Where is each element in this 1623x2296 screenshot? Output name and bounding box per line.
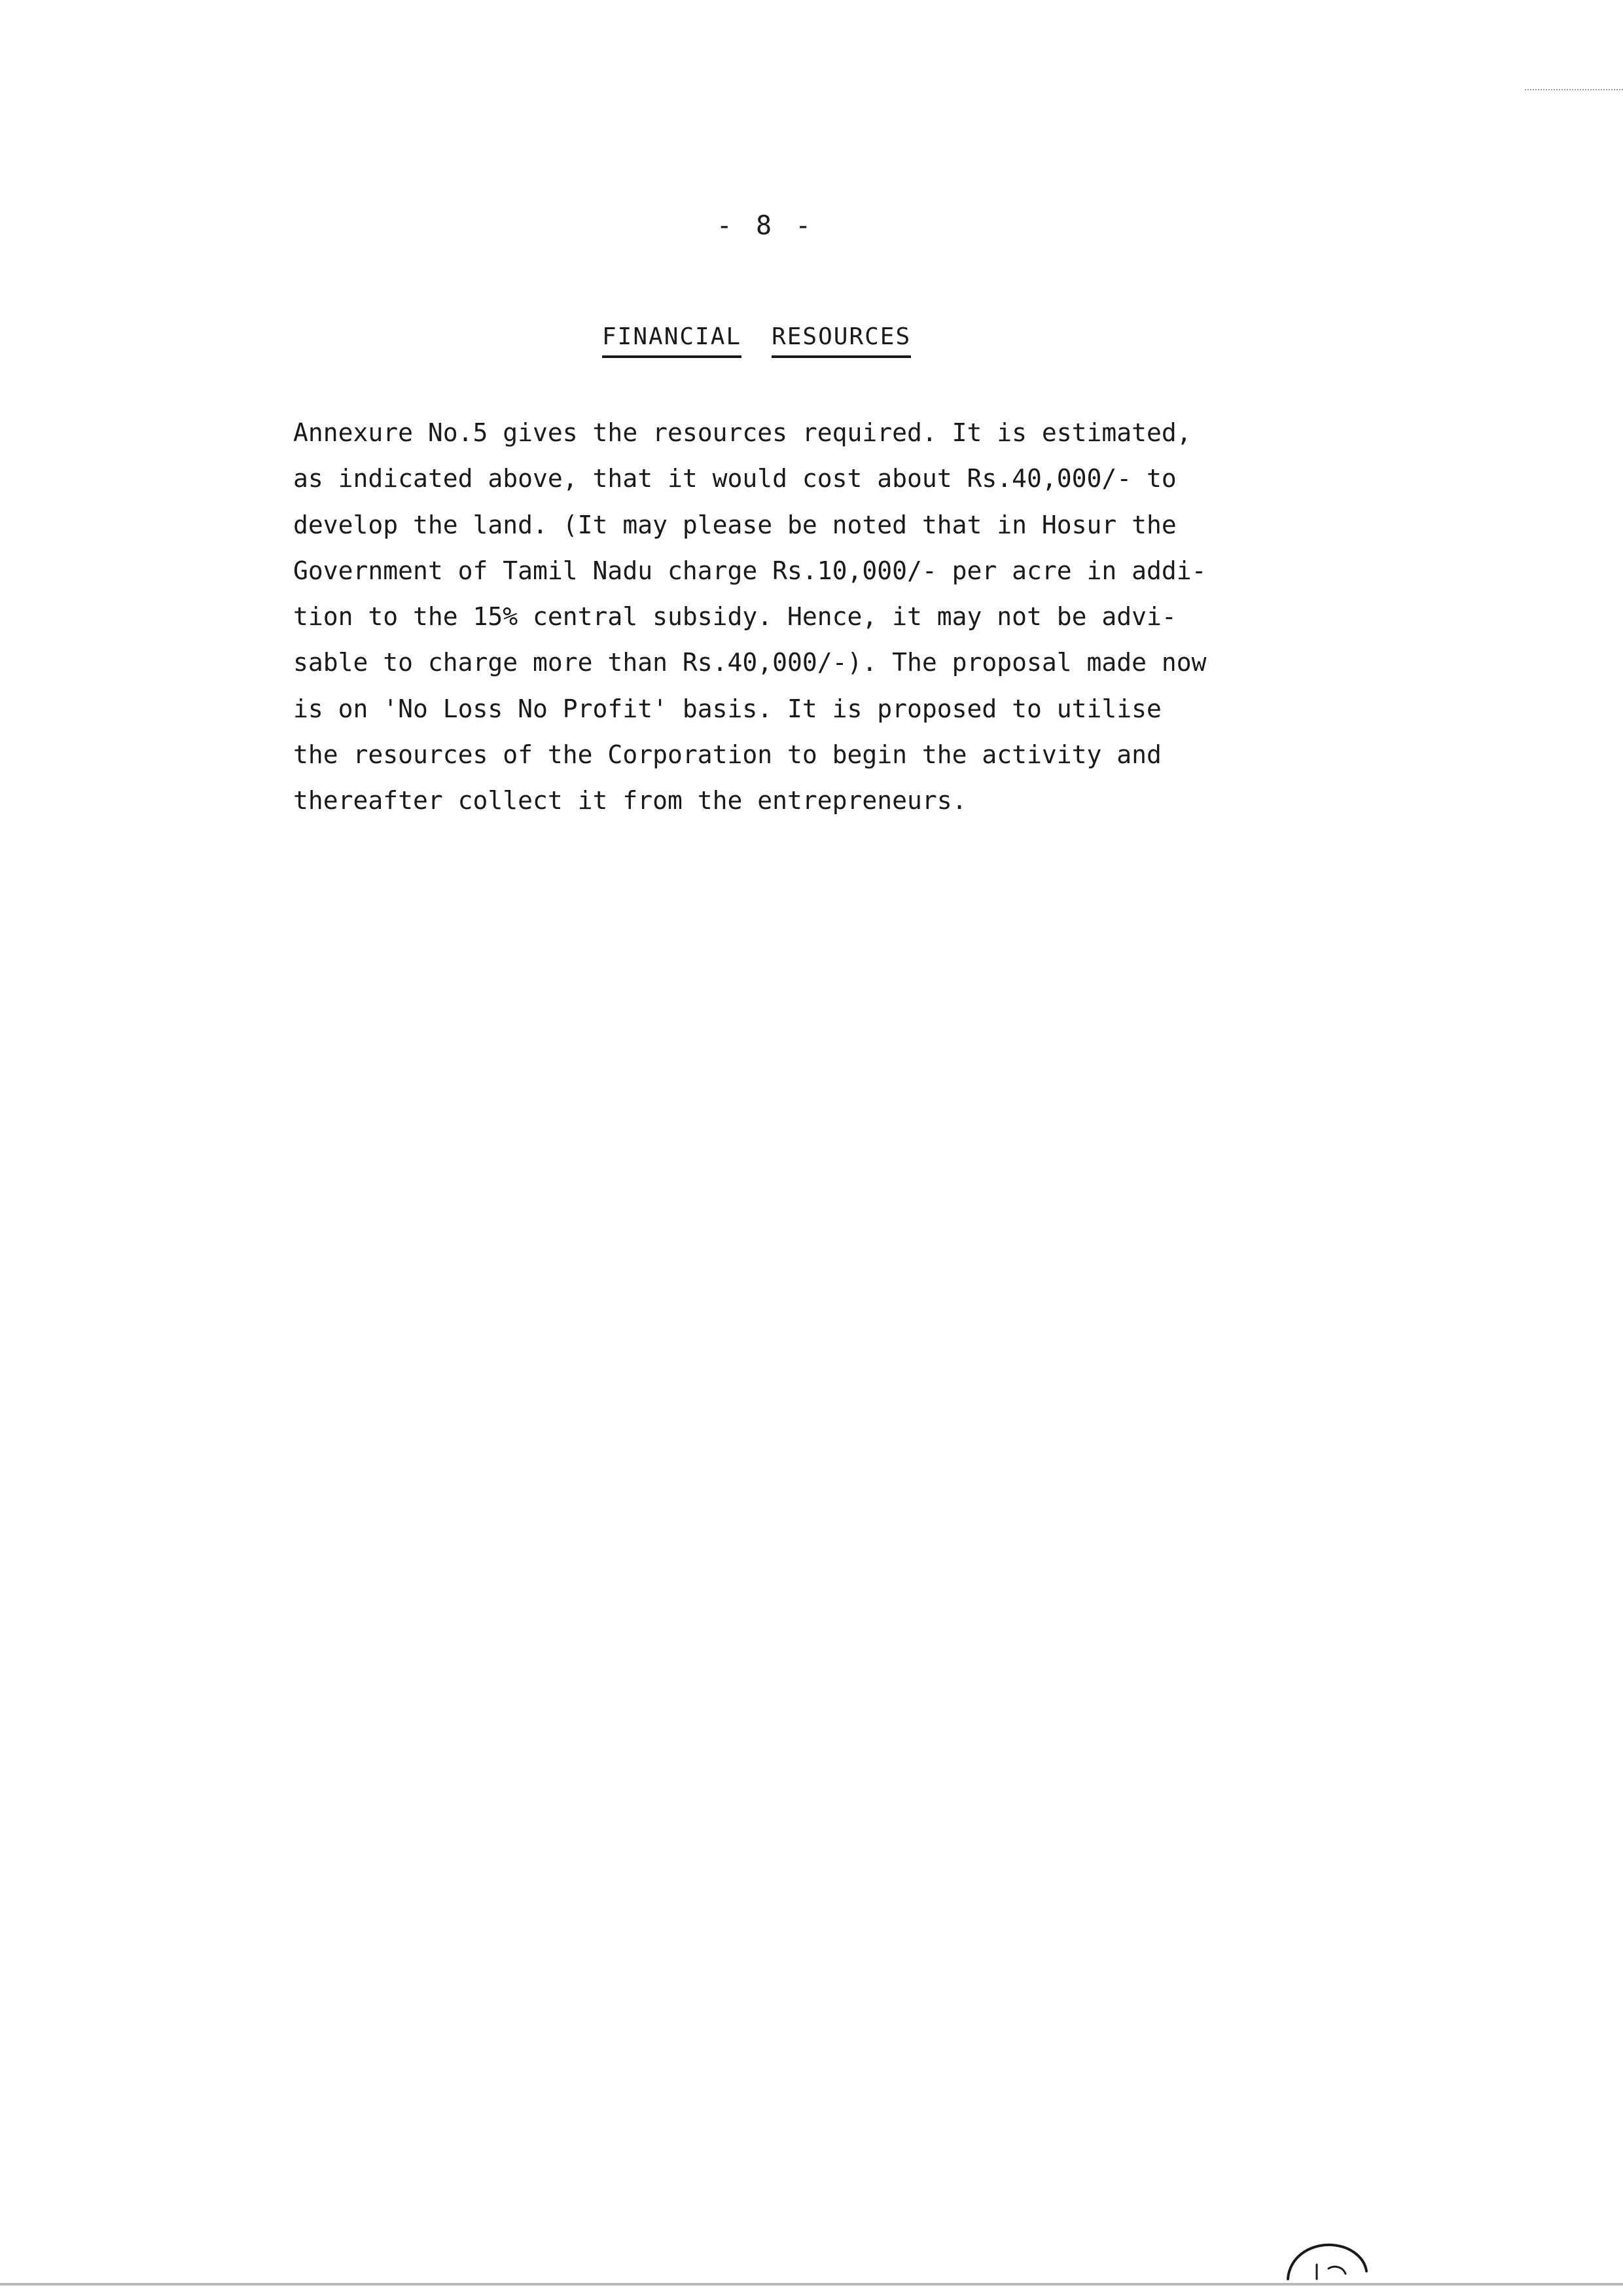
page-number: - 8 -	[716, 211, 815, 241]
body-paragraph	[293, 410, 1236, 824]
section-heading-word-2: RESOURCES	[772, 323, 911, 358]
paragraph-line: thereafter collect it from the entrepreneurs.	[293, 786, 967, 816]
paragraph-line: tion to the 15% central subsidy. Hence, it may not be advi-	[293, 602, 1177, 632]
section-heading	[602, 323, 911, 358]
paragraph-line: sable to charge more than Rs.40,000/-). The proposal made now	[293, 648, 1207, 677]
paragraph-line: develop the land. (It may please be noted that in Hosur the	[293, 510, 1177, 539]
scan-artifact	[1525, 89, 1623, 92]
paragraph-line: is on 'No Loss No Profit' basis. It is proposed to utilise	[293, 694, 1162, 723]
paragraph-line: the resources of the Corporation to begin the activity and	[293, 740, 1162, 770]
scan-edge-line	[0, 2283, 1623, 2286]
section-heading-word-1: FINANCIAL	[602, 323, 741, 358]
handwritten-page-mark-icon	[1283, 2238, 1374, 2287]
paragraph-line: Government of Tamil Nadu charge Rs.10,000/- per acre in addi-	[293, 556, 1207, 585]
paragraph-line: as indicated above, that it would cost about Rs.40,000/- to	[293, 464, 1177, 493]
paragraph-line: Annexure No.5 gives the resources required. It is estimated,	[293, 418, 1192, 447]
